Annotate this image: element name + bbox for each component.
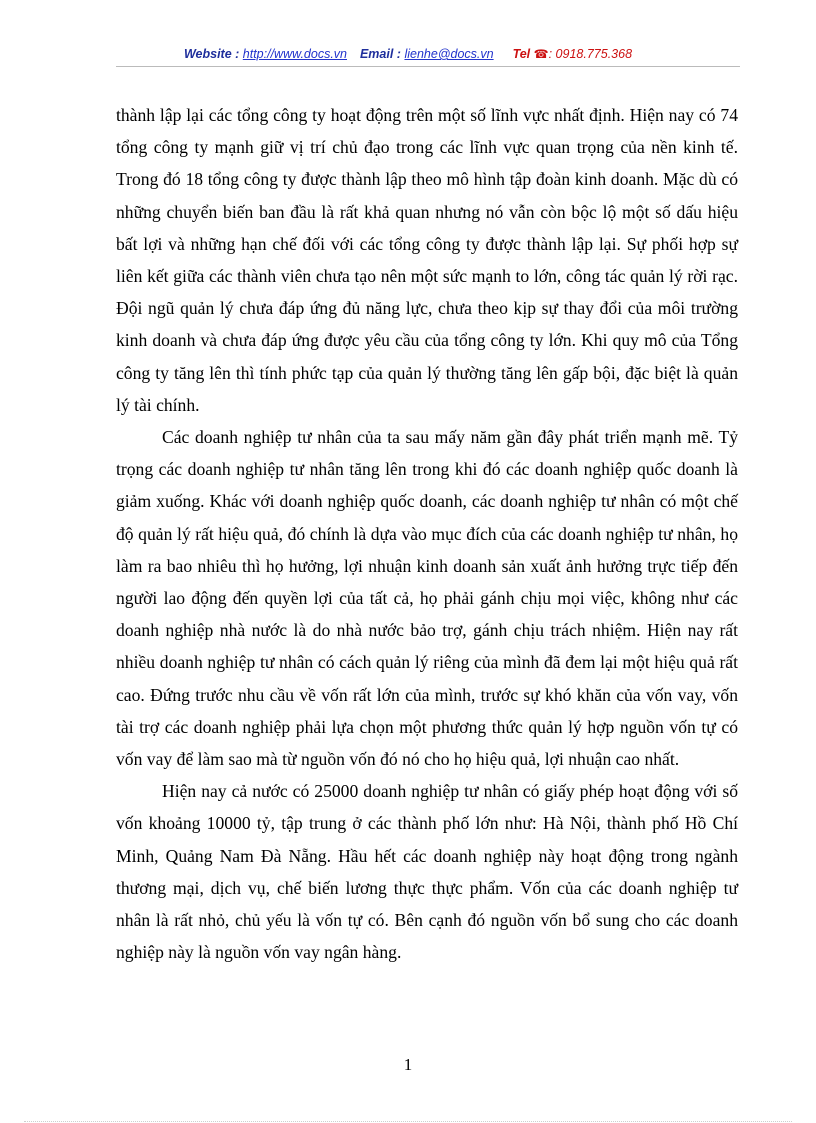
document-body — [116, 99, 738, 968]
email-label: Email : — [359, 47, 401, 61]
website-label: Website : — [183, 47, 240, 61]
tel-value: : 0918.775.368 — [548, 47, 633, 61]
page-header — [0, 47, 816, 61]
email-link[interactable]: lienhe@docs.vn — [404, 47, 494, 61]
tel-label: Tel — [512, 47, 531, 61]
page-number: 1 — [403, 1055, 413, 1074]
website-link[interactable]: http://www.docs.vn — [242, 47, 347, 61]
page-bottom-divider — [24, 1121, 792, 1122]
paragraph: Hiện nay cả nước có 25000 doanh nghiệp tư nhân có giấy phép hoạt động với số vốn khoảng 10000 tỷ, tập trung ở các thành phố lớn như: Hà Nội, thành phố Hồ Chí Minh, Quảng Nam Đà Nẵng. Hầu hết các doanh nghiệp này hoạt động trong ngành thương mại, dịch vụ, chế biến lương thực thực phẩm. Vốn của các doanh nghiệp tư nhân là rất nhỏ, chủ yếu là vốn tự có. Bên cạnh đó nguồn vốn bổ sung cho các doanh nghiệp này là nguồn vốn vay ngân hàng. — [116, 781, 738, 963]
header-divider — [116, 66, 740, 67]
paragraph: Các doanh nghiệp tư nhân của ta sau mấy năm gần đây phát triển mạnh mẽ. Tỷ trọng các doanh nghiệp tư nhân tăng lên trong khi đó các doanh nghiệp quốc doanh là giảm xuống. Khác với doanh nghiệp quốc doanh, các doanh nghiệp tư nhân có một chế độ quản lý rất hiệu quả, đó chính là dựa vào mục đích của các doanh nghiệp tư nhân, họ làm ra bao nhiêu thì họ hưởng, lợi nhuận kinh doanh sản xuất ảnh hưởng trực tiếp đến người lao động đến quyền lợi của tất cả, họ phải gánh chịu mọi việc, không như các doanh nghiệp nhà nước là do nhà nước bảo trợ, gánh chịu trách nhiệm. Hiện nay rất nhiều doanh nghiệp tư nhân có cách quản lý riêng của mình đã đem lại một hiệu quả rất cao. Đứng trước nhu cầu về vốn rất lớn của mình, trước sự khó khăn của vốn vay, vốn tài trợ các doanh nghiệp phải lựa chọn một phương thức quản lý hợp nguồn vốn tự có vốn vay để làm sao mà từ nguồn vốn đó nó cho họ hiệu quả, lợi nhuận cao nhất. — [116, 427, 738, 770]
paragraph-continued: thành lập lại các tổng công ty hoạt động trên một số lĩnh vực nhất định. Hiện nay có 74 tổng công ty mạnh giữ vị trí chủ đạo trong các lĩnh vực quan trọng của nền kinh tế. Trong đó 18 tổng công ty được thành lập theo mô hình tập đoàn kinh doanh. Mặc dù có những chuyển biến ban đầu là rất khả quan nhưng nó vẫn còn bộc lộ một số dấu hiệu bất lợi và những hạn chế đối với các tổng công ty được thành lập lại. Sự phối hợp sự liên kết giữa các thành viên chưa tạo nên một sức mạnh to lớn, công tác quản lý rời rạc. Đội ngũ quản lý chưa đáp ứng đủ năng lực, chưa theo kịp sự thay đổi của môi trường kinh doanh và chưa đáp ứng được yêu cầu của tổng công ty lớn. Khi quy mô của Tổng công ty tăng lên thì tính phức tạp của quản lý thường tăng lên gấp bội, đặc biệt là quản lý tài chính. — [116, 105, 738, 415]
phone-icon: ☎ — [533, 47, 549, 61]
